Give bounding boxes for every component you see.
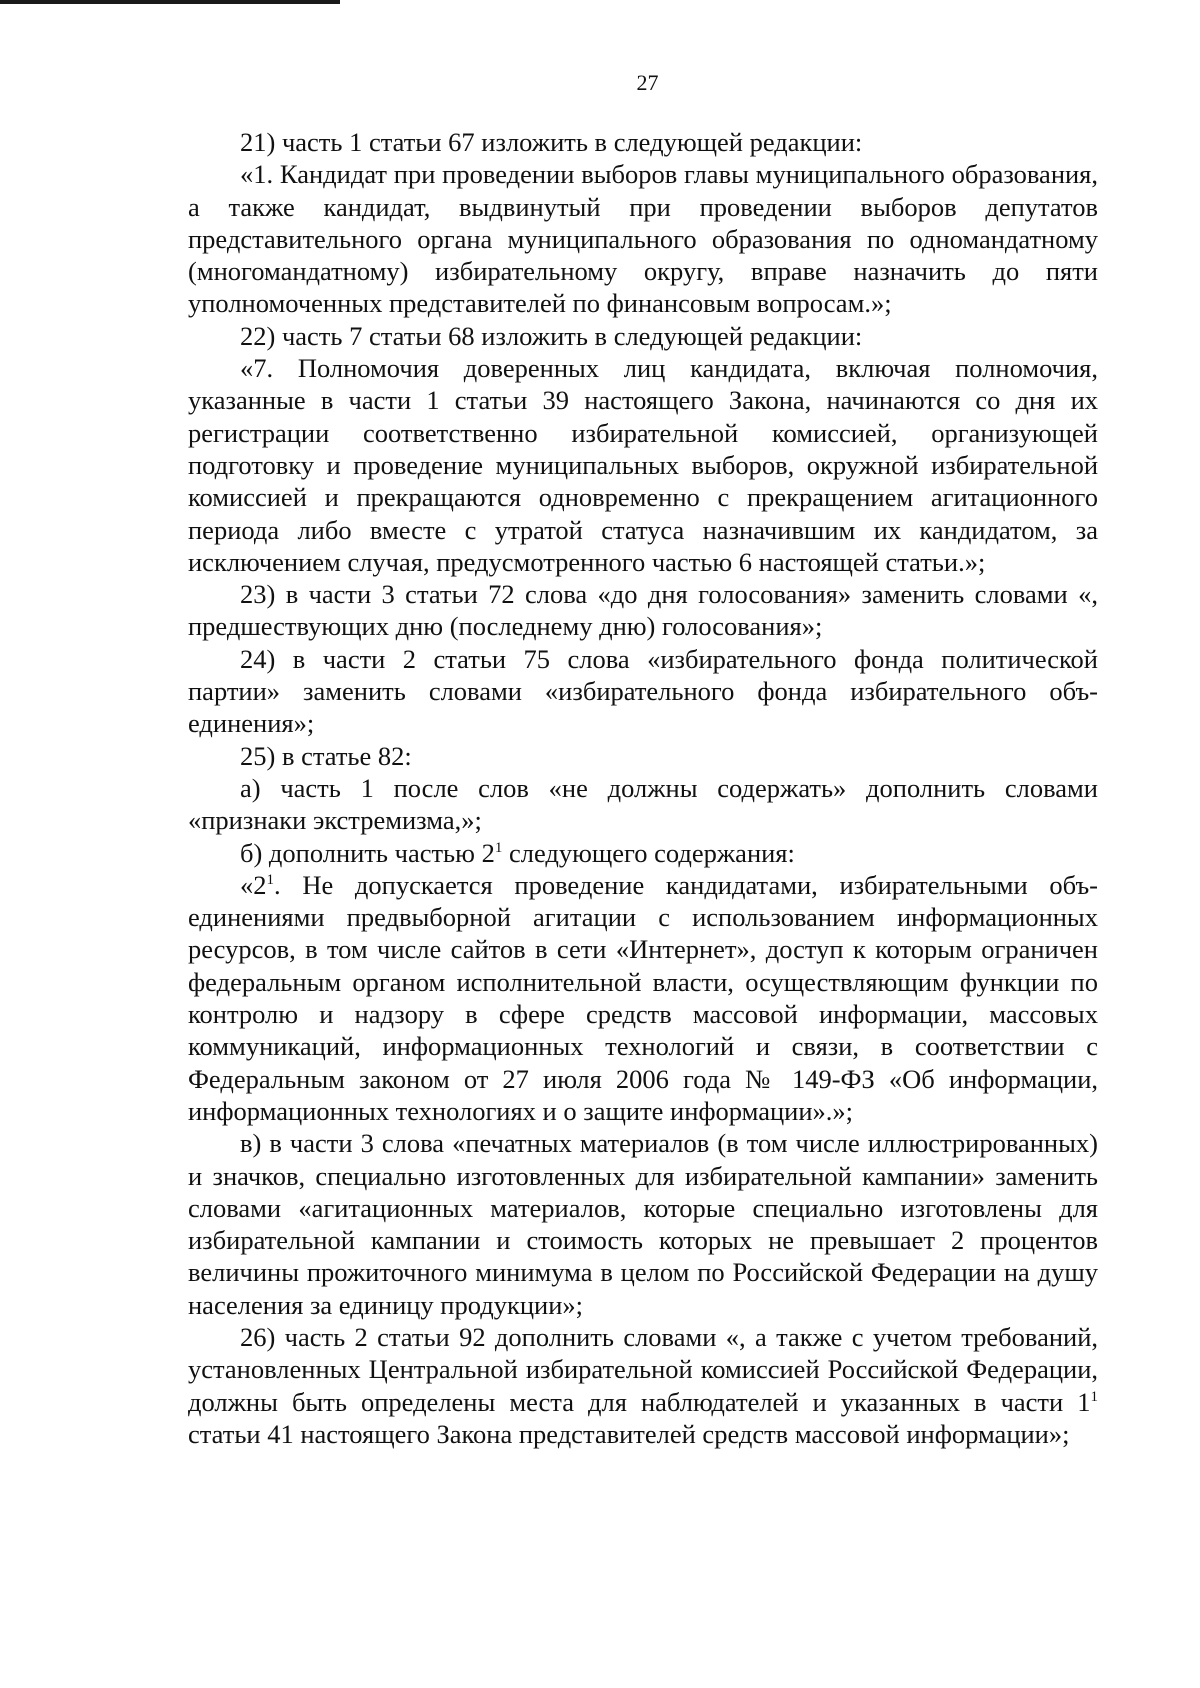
paragraph-25-v: в) в части 3 слова «печатных материалов (в том числе иллюстрированных) и значков, специально изготовленных для избирательной кампании» заменить словами «агитационных материалов, которые специально изготовлены для избирательной кампании и стоимость которых не превышает 2 процентов величины прожиточного минимума в целом по Российской Федерации на душу населения за единицу продукции»;: [188, 1128, 1098, 1320]
text-run: . Не допускается проведение кандидатами, избирательными объединениями предвыборной агитации с использованием информационных ресурсов, в том числе сайтов в сети «Интернет», доступ к которым ограничен федеральным органом исполнительной власти, осуществляющим функции по контролю и надзору в сфере средств массовой информации, массовых коммуникаций, информационных технологий и связи, в соответствии с Федеральным законом от 27 июля 2006 года № 149-ФЗ «Об информации, информационных технологиях и о защите информации».»;: [188, 869, 1098, 1126]
paragraph-26: [188, 1321, 1098, 1450]
page-number: 27: [636, 70, 659, 95]
paragraph-24: 24) в части 2 статьи 75 слова «избирательного фонда политической партии» заменить словами «избирательного фонда избирательного объединения»;: [188, 643, 1098, 739]
text-run: «2: [240, 869, 267, 900]
superscript: 1: [1090, 1388, 1098, 1405]
text-run: следующего содержания:: [502, 837, 795, 868]
superscript: 1: [266, 871, 274, 888]
paragraph-25-b: [188, 837, 1098, 869]
scan-edge-mark: [0, 0, 340, 4]
text-run: б) дополнить частью 2: [240, 837, 495, 868]
superscript: 1: [494, 839, 503, 856]
text-run: статьи 41 настоящего Закона представителей средств массовой информации»;: [188, 1418, 1070, 1449]
paragraph-25-b-text: [188, 869, 1098, 1127]
paragraph-22: 22) часть 7 статьи 68 изложить в следующей редакции:: [240, 320, 863, 351]
paragraph-21-text: «1. Кандидат при проведении выборов главы муниципального образования, а также кандидат, выдвинутый при проведении выборов депутатов представительного органа муниципального образования по одномандатному (многомандатному) избирательному округу, вправе назначить до пяти уполномоченных представителей по финансовым вопросам.»;: [188, 159, 1098, 319]
paragraph-25: 25) в статье 82:: [240, 740, 412, 771]
paragraph-21: 21) часть 1 статьи 67 изложить в следующей редакции:: [240, 127, 863, 157]
paragraph-22-text: «7. Полномочия доверенных лиц кандидата, включая полномочия, указанные в части 1 статьи 39 настоящего Закона, начинаются со дня их регистрации соответственно избирательной комиссией, организующей подготовку и проведение муниципальных выборов, окружной избирательной комиссией и прекращаются одновременно с прекращением агитационного периода либо вместе с утратой статуса назначившим их кандидатом, за исключением случая, предусмотренного частью 6 настоящей статьи.»;: [188, 353, 1098, 577]
paragraph-25-a: а) часть 1 после слов «не должны содержать» дополнить словами «признаки экстремизма,»;: [188, 772, 1098, 836]
text-run: 26) часть 2 статьи 92 дополнить словами «, а также с учетом требований, установленных Центральной избирательной комиссией Российской Федерации, должны быть определены места для наблюдателей и указанных в части 1: [188, 1321, 1098, 1417]
paragraph-23: 23) в части 3 статьи 72 слова «до дня голосования» заменить словами «, предшествующих дню (последнему дню) голосования»;: [188, 579, 1098, 642]
document-body: [188, 126, 1098, 1450]
